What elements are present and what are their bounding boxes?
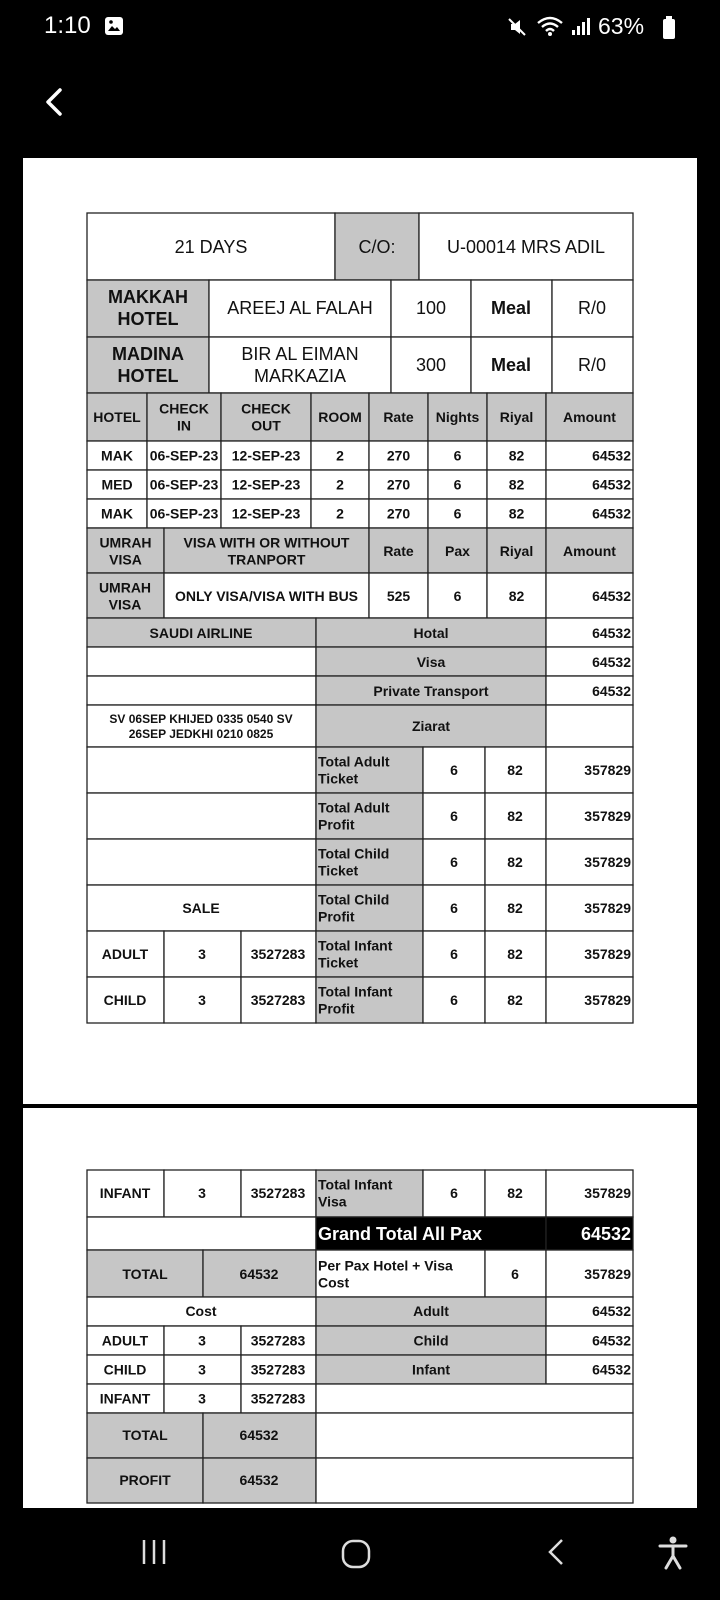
room-only-label: R/0 xyxy=(577,298,607,318)
ticket-label: Profit xyxy=(318,1000,355,1017)
cost-item-label: Hotal xyxy=(413,625,449,641)
cost-item-label: Private Transport xyxy=(373,683,489,699)
cost-row-label: ADULT xyxy=(101,1332,149,1349)
column-header: CHECK xyxy=(159,400,209,417)
table-cell-value: MAK xyxy=(101,447,133,464)
battery-percent: 63% xyxy=(598,13,645,39)
visa-header: UMRAH xyxy=(99,534,152,551)
makkah-hotel-label: MAKKAH xyxy=(108,287,188,307)
visa-row-label: UMRAH xyxy=(98,579,152,596)
amount-value: 64532 xyxy=(592,588,631,604)
visa-row-value: 6 xyxy=(453,588,462,604)
airline-title: SAUDI AIRLINE xyxy=(149,625,253,641)
cost-row-amount: 3527283 xyxy=(250,1361,306,1378)
profit-value: 64532 xyxy=(239,1472,279,1488)
column-header: Riyal xyxy=(499,409,534,425)
column-header: ROOM xyxy=(318,409,362,425)
per-type-label: Adult xyxy=(413,1303,449,1319)
table-cell xyxy=(87,793,316,839)
cost-title: Cost xyxy=(185,1303,217,1319)
riyal-value: 82 xyxy=(507,900,523,916)
meal-label: Meal xyxy=(490,355,532,375)
amount-value: 64532 xyxy=(592,476,631,493)
visa-row-value: 525 xyxy=(386,588,411,604)
visa-row-value: ONLY VISA/VISA WITH BUS xyxy=(174,588,359,604)
riyal-value: 82 xyxy=(507,854,523,870)
visa-header: VISA WITH OR WITHOUT xyxy=(183,534,350,551)
ticket-label: Total Infant xyxy=(318,983,393,1000)
table-cell-value: 6 xyxy=(453,476,462,493)
sale-qty: 3 xyxy=(198,1185,206,1201)
ticket-label: Ticket xyxy=(318,862,359,879)
visa-row-label: VISA xyxy=(108,596,142,613)
column-header: HOTEL xyxy=(93,409,141,425)
riyal-value: 82 xyxy=(507,1185,523,1201)
table-cell-value: MED xyxy=(101,476,133,493)
column-header: OUT xyxy=(251,417,281,434)
makkah-hotel-label: HOTEL xyxy=(117,309,179,329)
status-time: 1:10 xyxy=(44,12,91,39)
table-cell xyxy=(87,747,316,793)
cost-row-amount: 3527283 xyxy=(250,1332,306,1349)
per-type-label: Infant xyxy=(411,1361,451,1378)
per-pax-label: Per Pax Hotel + Visa xyxy=(318,1257,453,1274)
per-pax-label: Cost xyxy=(318,1274,350,1291)
co-label: C/O: xyxy=(358,237,396,257)
cost-item-label: Visa xyxy=(416,654,446,670)
amount-value: 357829 xyxy=(584,1266,631,1282)
riyal-value: 82 xyxy=(507,946,523,962)
amount-value: 357829 xyxy=(584,946,631,962)
amount-value: 357829 xyxy=(584,900,631,916)
sale-label: ADULT xyxy=(101,946,149,962)
table-cell xyxy=(87,1217,316,1250)
visa-header: Riyal xyxy=(499,543,534,559)
navigation-bar xyxy=(0,1510,720,1600)
visa-header: VISA xyxy=(109,551,142,568)
grand-total-label: Grand Total All Pax xyxy=(318,1224,483,1244)
amount-value: 357829 xyxy=(584,1185,631,1201)
visa-header: Rate xyxy=(383,543,414,559)
ticket-label: Total Adult xyxy=(318,799,390,816)
accessibility-icon[interactable] xyxy=(658,1536,688,1570)
home-icon[interactable] xyxy=(340,1538,372,1570)
table-cell-value: 06-SEP-23 xyxy=(149,505,219,522)
recent-apps-icon[interactable] xyxy=(138,1536,170,1568)
table-cell-value: 270 xyxy=(386,505,411,522)
cost-row-qty: 3 xyxy=(198,1361,206,1378)
final-total-value: 64532 xyxy=(239,1427,279,1443)
ticket-label: Total Child xyxy=(318,891,390,908)
ticket-label: Total Child xyxy=(318,845,390,862)
riyal-value: 82 xyxy=(507,992,523,1008)
amount-value: 64532 xyxy=(592,447,631,464)
total-label: TOTAL xyxy=(122,1266,168,1282)
table-cell xyxy=(87,839,316,885)
table-cell-value: 270 xyxy=(386,447,411,464)
madina-rate: 300 xyxy=(415,355,447,375)
table-cell xyxy=(316,1458,633,1503)
ticket-label: Visa xyxy=(318,1193,347,1210)
ticket-label: Profit xyxy=(318,908,355,925)
amount-value: 357829 xyxy=(584,762,631,778)
table-cell xyxy=(87,647,316,676)
grand-total-value: 64532 xyxy=(580,1224,631,1244)
ticket-label: Total Infant xyxy=(318,937,393,954)
cost-row-label: INFANT xyxy=(99,1390,151,1407)
amount-value: 64532 xyxy=(592,1303,631,1319)
visa-header: TRANPORT xyxy=(227,551,306,568)
visa-header: Amount xyxy=(563,543,616,559)
ticket-label: Ticket xyxy=(318,770,359,787)
table-cell xyxy=(316,1413,633,1458)
room-only-label: R/0 xyxy=(577,355,607,375)
sale-label: INFANT xyxy=(99,1185,151,1201)
table-cell xyxy=(316,1384,633,1413)
amount-value: 357829 xyxy=(584,854,631,870)
visa-header: Pax xyxy=(445,543,470,559)
riyal-value: 82 xyxy=(507,808,523,824)
table-cell-value: 82 xyxy=(508,476,525,493)
column-header: CHECK xyxy=(241,400,291,417)
customer-name: U-00014 MRS ADIL xyxy=(446,237,606,257)
profit-label: PROFIT xyxy=(119,1472,171,1488)
amount-value: 357829 xyxy=(584,808,631,824)
ticket-label: Total Adult xyxy=(318,753,390,770)
table-cell-value: 82 xyxy=(508,447,525,464)
table-cell-value: 12-SEP-23 xyxy=(231,505,301,522)
sale-amount: 3527283 xyxy=(250,1185,306,1201)
table-cell-value: 82 xyxy=(508,505,525,522)
makkah-hotel-name: AREEJ AL FALAH xyxy=(227,298,373,318)
table-cell xyxy=(546,705,633,747)
nav-back-icon[interactable] xyxy=(544,1536,568,1568)
sale-amount: 3527283 xyxy=(250,946,306,962)
pax-value: 6 xyxy=(450,762,458,778)
madina-hotel-label: HOTEL xyxy=(117,366,179,386)
madina-hotel-name: BIR AL EIMAN xyxy=(241,344,359,364)
cost-row-qty: 3 xyxy=(198,1390,206,1407)
ticket-label: Total Infant xyxy=(318,1176,393,1193)
amount-value: 64532 xyxy=(592,505,631,522)
table-cell xyxy=(87,676,316,705)
amount-value: 64532 xyxy=(592,654,631,670)
amount-value: 64532 xyxy=(592,683,631,699)
table-cell-value: 2 xyxy=(336,505,344,522)
table-cell-value: 270 xyxy=(386,476,411,493)
table-cell-value: MAK xyxy=(101,505,133,522)
table-cell-value: 2 xyxy=(336,447,344,464)
pax-value: 6 xyxy=(450,900,458,916)
flight-line: SV 06SEP KHIJED 0335 0540 SV xyxy=(109,712,293,726)
table-cell-value: 2 xyxy=(336,476,344,493)
table-cell-value: 12-SEP-23 xyxy=(231,447,301,464)
pax-value: 6 xyxy=(450,1185,458,1201)
table-cell-value: 06-SEP-23 xyxy=(149,447,219,464)
table-cell-value: 06-SEP-23 xyxy=(149,476,219,493)
ticket-label: Ticket xyxy=(318,954,359,971)
total-value: 64532 xyxy=(239,1266,279,1282)
sale-label: CHILD xyxy=(103,992,147,1008)
pax-value: 6 xyxy=(450,946,458,962)
cost-row-qty: 3 xyxy=(198,1332,206,1349)
table-cell-value: 12-SEP-23 xyxy=(231,476,301,493)
visa-row-value: 82 xyxy=(508,588,525,604)
per-pax-count: 6 xyxy=(511,1266,519,1282)
cost-row-amount: 3527283 xyxy=(250,1390,306,1407)
per-type-label: Child xyxy=(413,1332,449,1349)
sale-amount: 3527283 xyxy=(250,992,306,1008)
duration-text: 21 DAYS xyxy=(174,237,248,257)
riyal-value: 82 xyxy=(507,762,523,778)
madina-hotel-name: MARKAZIA xyxy=(253,366,347,386)
flight-line: 26SEP JEDKHI 0210 0825 xyxy=(128,727,274,741)
ticket-label: Profit xyxy=(318,816,355,833)
amount-value: 64532 xyxy=(592,1361,631,1378)
table-cell-value: 6 xyxy=(453,505,462,522)
cost-item-label: Ziarat xyxy=(411,718,451,734)
table-cell-value: 6 xyxy=(453,447,462,464)
pax-value: 6 xyxy=(450,992,458,1008)
makkah-rate: 100 xyxy=(415,298,447,318)
pax-value: 6 xyxy=(450,854,458,870)
amount-value: 64532 xyxy=(592,1332,631,1349)
column-header: IN xyxy=(177,417,191,434)
madina-hotel-label: MADINA xyxy=(112,344,184,364)
sale-qty: 3 xyxy=(198,992,206,1008)
meal-label: Meal xyxy=(490,298,532,318)
column-header: Amount xyxy=(563,409,616,425)
pax-value: 6 xyxy=(450,808,458,824)
cost-row-label: CHILD xyxy=(103,1361,147,1378)
column-header: Rate xyxy=(383,409,414,425)
amount-value: 64532 xyxy=(592,625,631,641)
final-total-label: TOTAL xyxy=(122,1427,168,1443)
amount-value: 357829 xyxy=(584,992,631,1008)
sale-qty: 3 xyxy=(198,946,206,962)
column-header: Nights xyxy=(435,409,480,425)
sale-title: SALE xyxy=(182,900,220,916)
